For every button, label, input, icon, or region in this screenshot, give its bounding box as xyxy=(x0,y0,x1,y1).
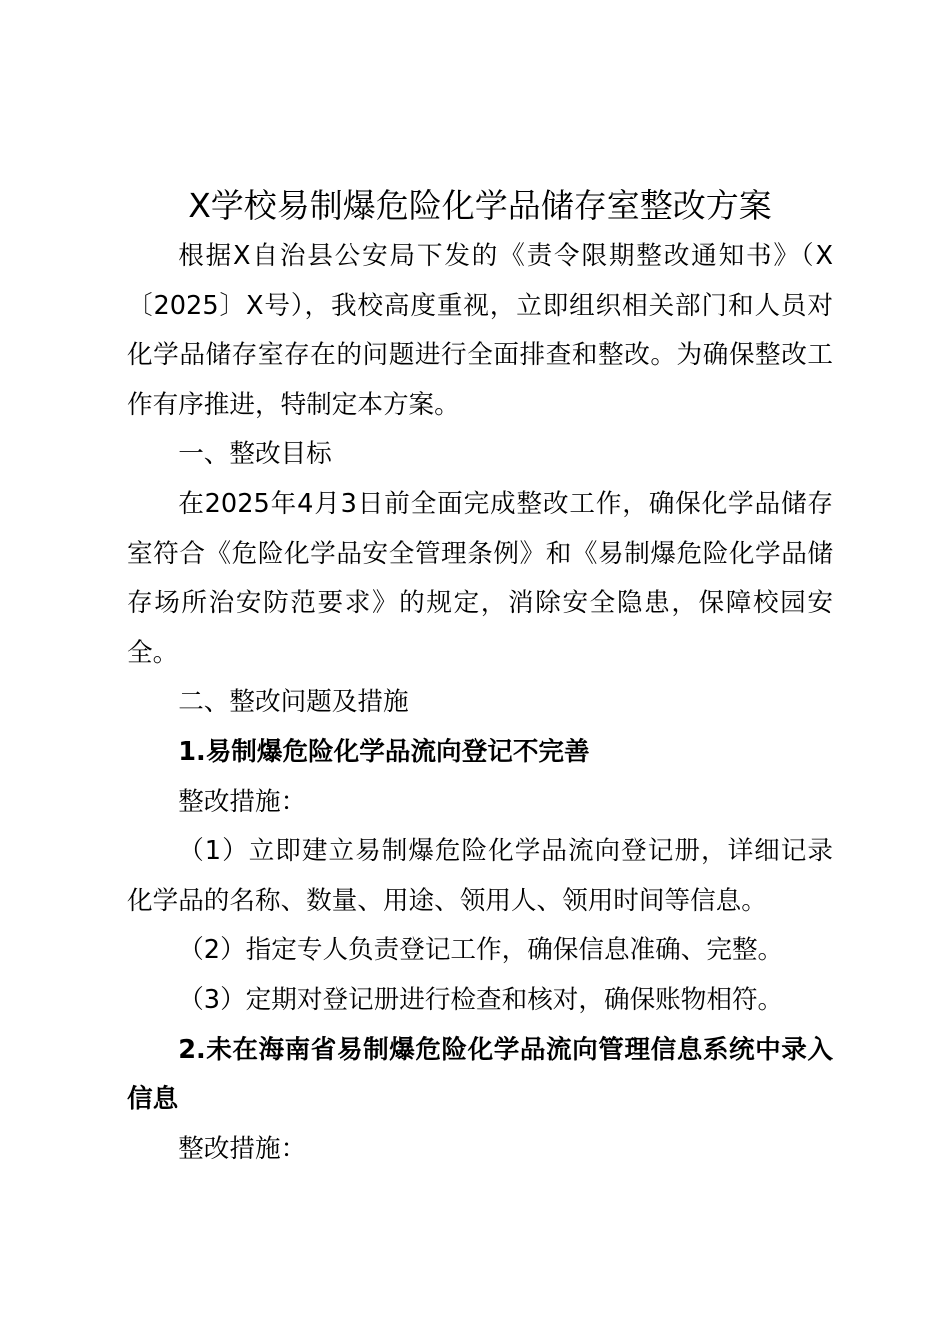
issue-1-heading: 1.易制爆危险化学品流向登记不完善 xyxy=(178,736,590,767)
issue-1-measures-label: 整改措施： xyxy=(178,786,307,817)
issue-1-measure-2: （2）指定专人负责登记工作，确保信息准确、完整。 xyxy=(178,935,784,966)
heading-goal: 一、整改目标 xyxy=(178,439,332,470)
heading-issues: 二、整改问题及措施 xyxy=(178,687,409,718)
document-body xyxy=(127,232,833,1174)
issue-1-measure-3: （3）定期对登记册进行检查和核对，确保账物相符。 xyxy=(178,984,784,1015)
paragraph-goal: 在2025年4月3日前全面完成整改工作，确保化学品储存室符合《危险化学品安全管理条例》和《易制爆危险化学品储存场所治安防范要求》的规定，消除安全隐患，保障校园安全。 xyxy=(127,488,833,668)
issue-2-measures-label: 整改措施： xyxy=(178,1133,307,1164)
document-title: X学校易制爆危险化学品储存室整改方案 xyxy=(188,186,772,225)
issue-2-heading: 2.未在海南省易制爆危险化学品流向管理信息系统中录入信息 xyxy=(127,1034,833,1115)
paragraph-intro: 根据X自治县公安局下发的《责令限期整改通知书》（X〔2025〕X号），我校高度重视，立即组织相关部门和人员对化学品储存室存在的问题进行全面排查和整改。为确保整改工作有序推进，特制定本方案。 xyxy=(127,241,833,420)
issue-1-measure-1: （1）立即建立易制爆危险化学品流向登记册，详细记录化学品的名称、数量、用途、领用人、领用时间等信息。 xyxy=(127,836,833,916)
